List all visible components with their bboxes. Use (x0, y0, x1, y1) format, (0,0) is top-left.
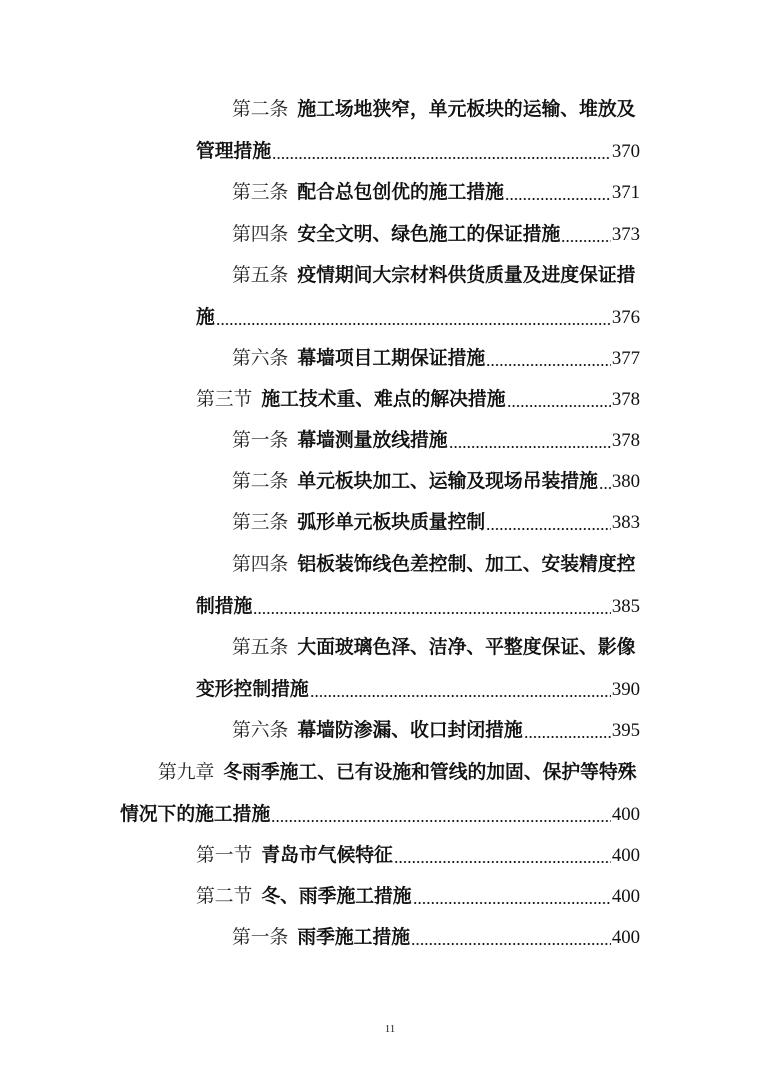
toc-entry (232, 925, 640, 951)
toc-title: 冬雨季施工、已有设施和管线的加固、保护等特殊 (223, 762, 637, 783)
dot-leader (272, 139, 611, 165)
page-number: 11 (384, 1023, 396, 1035)
dot-leader (561, 222, 611, 248)
toc-label: 第五条 (232, 637, 289, 658)
toc-page-number: 400 (611, 804, 640, 825)
toc-label: 第一节 (196, 845, 253, 866)
toc-page-number: 395 (611, 720, 640, 741)
dot-leader (411, 925, 611, 951)
toc-title: 弧形单元板块质量控制 (297, 512, 486, 533)
toc-label: 第一条 (232, 430, 289, 451)
toc-entry-continuation (196, 305, 640, 331)
toc-entry-continuation (196, 139, 640, 165)
toc-label: 第三条 (232, 512, 289, 533)
dot-leader (507, 387, 611, 413)
toc-title-continuation: 制措施 (196, 596, 253, 617)
toc-page-number: 400 (611, 927, 640, 948)
toc-title: 铝板装饰线色差控制、加工、安装精度控 (297, 554, 636, 575)
toc-entry (232, 222, 640, 248)
toc-entry (232, 428, 640, 454)
toc-title: 幕墙防渗漏、收口封闭措施 (297, 720, 523, 741)
toc-label: 第一条 (232, 927, 289, 948)
toc-entry (232, 180, 640, 206)
toc-page-number: 378 (611, 430, 640, 451)
toc-label: 第五条 (232, 265, 289, 286)
toc-label: 第六条 (232, 348, 289, 369)
toc-page-number: 400 (611, 845, 640, 866)
toc-title-continuation: 管理措施 (196, 141, 272, 162)
toc-label: 第九章 (158, 762, 215, 783)
dot-leader (486, 346, 611, 372)
dot-leader (413, 884, 611, 910)
dot-leader (524, 718, 611, 744)
toc-title: 施工场地狭窄，单元板块的运输、堆放及 (297, 99, 636, 120)
toc-entry (232, 552, 640, 578)
toc-entry-section (196, 387, 640, 413)
toc-page-number: 390 (611, 679, 640, 700)
toc-title: 青岛市气候特征 (261, 845, 393, 866)
toc-title: 幕墙测量放线措施 (297, 430, 448, 451)
toc-page-number: 373 (611, 224, 640, 245)
dot-leader (505, 180, 611, 206)
dot-leader (310, 677, 611, 703)
toc-title: 幕墙项目工期保证措施 (297, 348, 486, 369)
toc-page-number: 400 (611, 886, 640, 907)
toc-label: 第六条 (232, 720, 289, 741)
toc-entry-section (196, 843, 640, 869)
toc-entry (232, 510, 640, 536)
toc-title: 疫情期间大宗材料供货质量及进度保证措 (297, 265, 636, 286)
toc-title: 配合总包创优的施工措施 (297, 182, 504, 203)
toc-title: 雨季施工措施 (297, 927, 411, 948)
toc-title: 冬、雨季施工措施 (261, 886, 412, 907)
toc-page-number: 376 (611, 307, 640, 328)
toc-page-number: 371 (611, 182, 640, 203)
dot-leader (449, 428, 611, 454)
toc-label: 第二条 (232, 471, 289, 492)
toc-title-continuation: 变形控制措施 (196, 679, 309, 700)
toc-entry-chapter (158, 760, 640, 786)
dot-leader (599, 469, 611, 495)
toc-label: 第二节 (196, 886, 253, 907)
toc-label: 第三节 (196, 389, 253, 410)
toc-entry (232, 263, 640, 289)
toc-title: 大面玻璃色泽、洁净、平整度保证、影像 (297, 637, 636, 658)
dot-leader (253, 594, 610, 620)
toc-entry-continuation (196, 594, 640, 620)
toc-entry (232, 97, 640, 123)
toc-page-number: 378 (611, 389, 640, 410)
toc-entry (232, 635, 640, 661)
toc-title: 单元板块加工、运输及现场吊装措施 (297, 471, 598, 492)
dot-leader (271, 802, 611, 828)
toc-label: 第四条 (232, 224, 289, 245)
toc-label: 第四条 (232, 554, 289, 575)
toc-page-number: 377 (611, 348, 640, 369)
toc-entry (232, 346, 640, 372)
toc-entry-continuation (196, 677, 640, 703)
toc-label: 第三条 (232, 182, 289, 203)
toc-title-continuation: 情况下的施工措施 (120, 804, 271, 825)
toc-page-number: 380 (611, 471, 640, 492)
dot-leader (486, 510, 611, 536)
toc-title: 施工技术重、难点的解决措施 (261, 389, 506, 410)
toc-entry (232, 469, 640, 495)
toc-entry-continuation (120, 802, 640, 828)
toc-entry (232, 718, 640, 744)
toc-label: 第二条 (232, 99, 289, 120)
toc-page-number: 383 (611, 512, 640, 533)
toc-entry-section (196, 884, 640, 910)
toc-page-number: 370 (611, 141, 640, 162)
toc-title: 安全文明、绿色施工的保证措施 (297, 224, 561, 245)
dot-leader (216, 305, 611, 331)
dot-leader (394, 843, 611, 869)
toc-page-number: 385 (611, 596, 640, 617)
toc-title-continuation: 施 (196, 307, 215, 328)
